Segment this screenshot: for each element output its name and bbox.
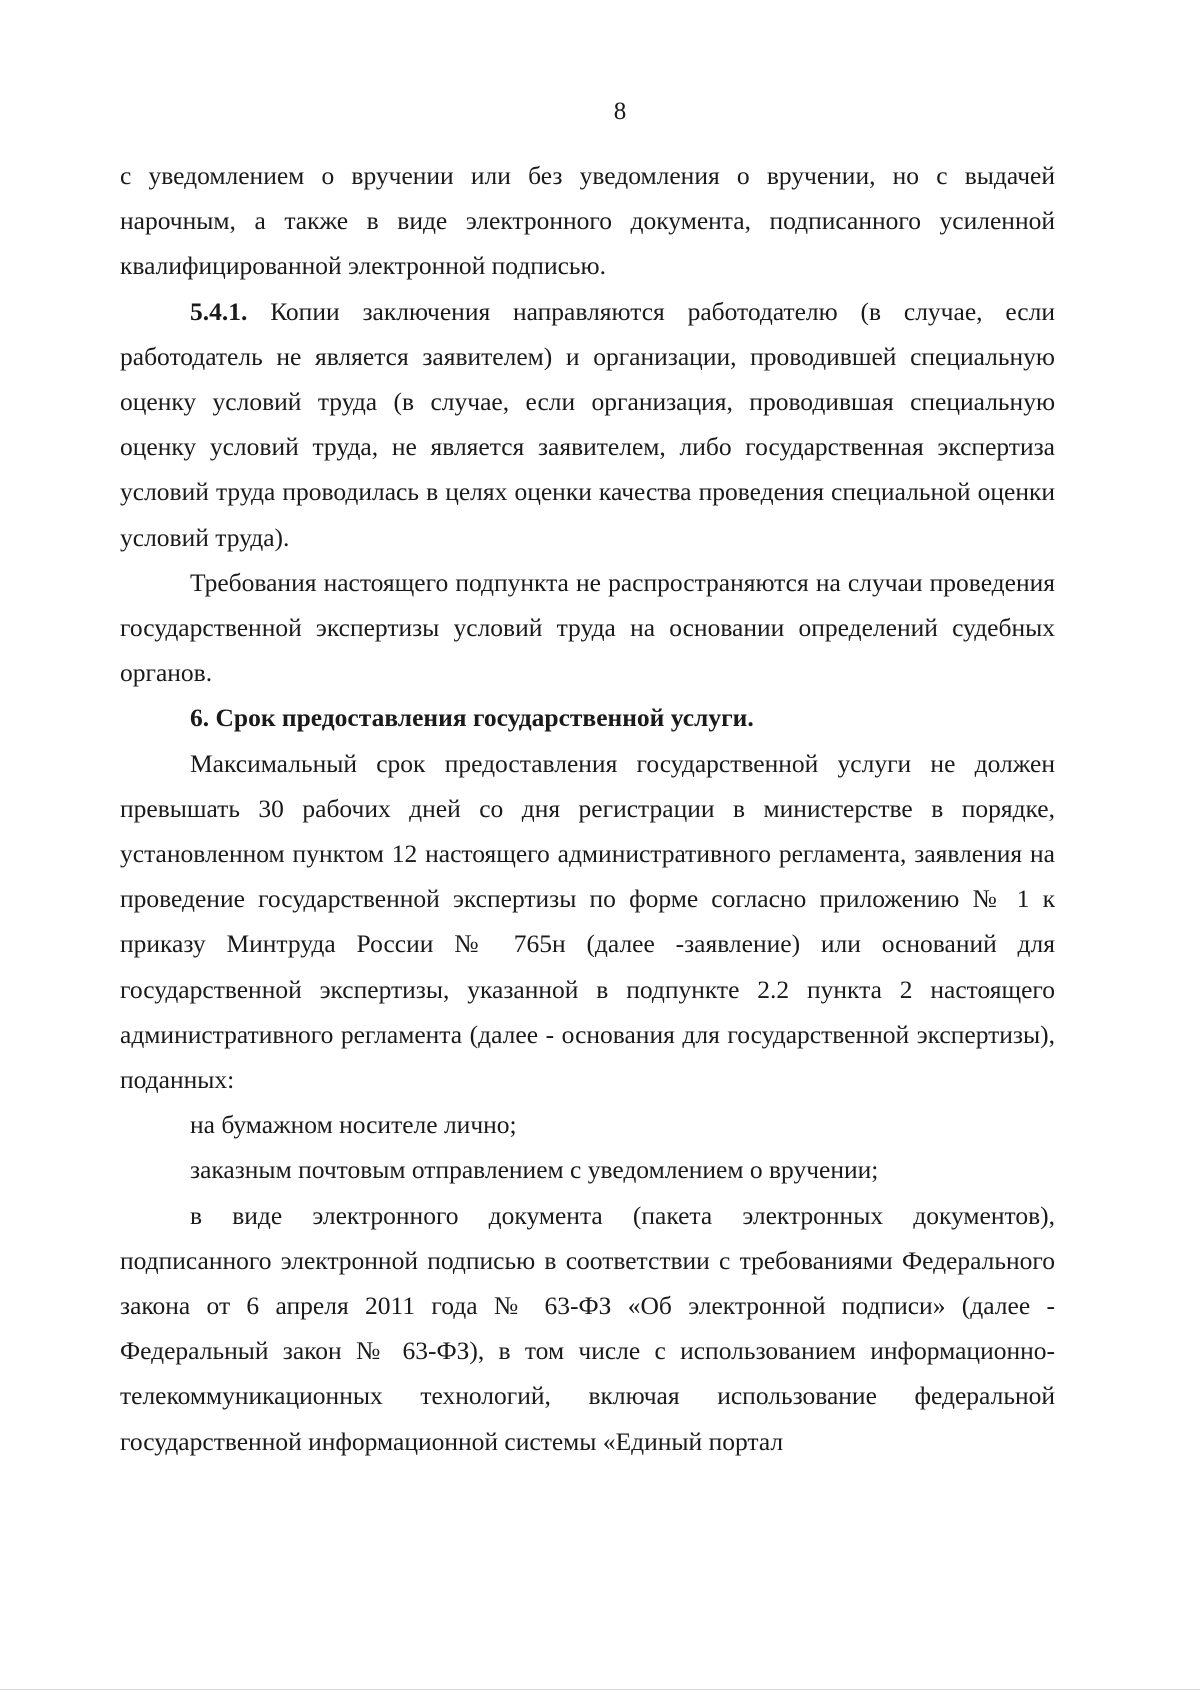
page-bottom-edge <box>0 1689 1200 1690</box>
paragraph-continuation: с уведомлением о вручении или без уведомления о вручении, но с выдачей нарочным, а также в виде электронного документа, подписанного усиленной квалифицированной электронной подписью. <box>120 161 1055 281</box>
paragraph-max-term: Максимальный срок предоставления государственной услуги не должен превышать 30 рабочих дней со дня регистрации в министерстве в порядке, установленном пунктом 12 настоящего административного регламента, заявления на проведение государственной экспертизы по форме согласно приложению № 1 к приказу Минтруда России № 765н (далее -заявление) или оснований для государственной экспертизы, указанной в подпункте 2.2 пункта 2 настоящего административного регламента (далее - основания для государственной экспертизы), поданных: <box>120 748 1055 1095</box>
section-heading-6: 6. Срок предоставления государственной услуги. <box>190 703 754 733</box>
paragraph-5-4-1 <box>120 289 1055 560</box>
document-body <box>120 153 1055 1464</box>
clause-text: Копии заключения направляются работодателю (в случае, если работодатель не является заявителем) и организации, проводившей специальную оценку условий труда (в случае, если организация, проводившая специальную оценку условий труда, не является заявителем, либо государственная экспертиза условий труда проводилась в целях оценки качества проведения специальной оценки условий труда). <box>120 296 1055 552</box>
page-number: 8 <box>613 98 627 125</box>
paragraph-requirements: Требования настоящего подпункта не распространяются на случаи проведения государственной экспертизы условий труда на основании определений судебных органов. <box>120 567 1055 688</box>
paragraph-electronic: в виде электронного документа (пакета электронных документов), подписанного электронной подписью в соответствии с требованиями Федерального закона от 6 апреля 2011 года № 63-ФЗ «Об электронной подписи» (далее - Федеральный закон № 63-ФЗ), в том числе с использованием информационно-телекоммуникационных технологий, включая использование федеральной государственной информационной системы «Единый портал <box>120 1200 1055 1456</box>
clause-number: 5.4.1. <box>190 296 248 326</box>
paragraph-mail: заказным почтовым отправлением с уведомлением о вручении; <box>190 1155 879 1185</box>
paragraph-paper: на бумажном носителе лично; <box>190 1110 517 1140</box>
